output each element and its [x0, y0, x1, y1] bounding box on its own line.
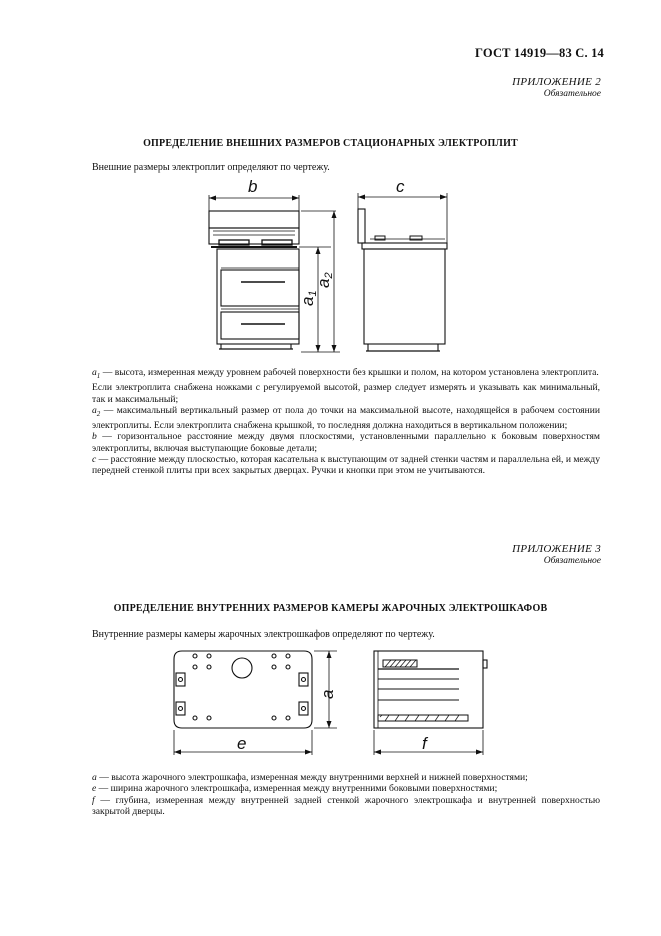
- def-a-text: — высота жарочного электрошкафа, измеренная между внутренними верхней и нижней поверхностями;: [96, 772, 528, 783]
- def-b-symbol: b: [92, 431, 97, 443]
- def-a2-symbol: $a_2$: [92, 404, 101, 418]
- def-f-text: — глубина, измеренная между внутренней задней стенкой жарочного электрошкафа и внутренней поверхностью закрытой дверцы.: [92, 794, 600, 817]
- stove-lid: [358, 209, 365, 243]
- label-f: f: [422, 734, 427, 753]
- appendix-3-intro: Внутренние размеры камеры жарочных электрошкафов определяют по чертежу.: [92, 629, 435, 640]
- page-header: ГОСТ 14919—83 С. 14: [475, 46, 604, 60]
- appendix-3-label: ПРИЛОЖЕНИЕ 3: [512, 543, 601, 555]
- def-f-symbol: f: [92, 794, 95, 806]
- label-c: c: [396, 177, 405, 196]
- appendix-2-label-block: [512, 76, 601, 100]
- label-b: b: [248, 177, 258, 196]
- oven-side-drawing: [374, 651, 487, 755]
- appendix-3-label-block: [512, 543, 601, 567]
- def-b-text: — горизонтальное расстояние между двумя плоскостями, установленными параллельно к боковым поверхностям электроплиты, включая выступающие боковые детали;: [92, 431, 600, 454]
- label-a: a: [318, 689, 337, 699]
- label-e: e: [237, 734, 247, 753]
- label-a1: a1: [298, 290, 319, 306]
- def-a2-text: — максимальный вертикальный размер от пола до точки на максимальной высоте, находящейся в рабочем состоянии электроплиты. Если электроплита снабжена крышкой, то последняя должна находиться в вертикальном положении;: [92, 404, 600, 431]
- oven-front-drawing: [174, 651, 337, 755]
- appendix-2-intro: Внешние размеры электроплит определяют по чертежу.: [92, 162, 330, 173]
- stove-upper-panel: [209, 228, 299, 244]
- appendix-2-title: ОПРЕДЕЛЕНИЕ ВНЕШНИХ РАЗМЕРОВ СТАЦИОНАРНЫХ ЭЛЕКТРОПЛИТ: [143, 138, 518, 149]
- appendix-2-label: ПРИЛОЖЕНИЕ 2: [512, 76, 601, 88]
- appendix-3-title: ОПРЕДЕЛЕНИЕ ВНУТРЕННИХ РАЗМЕРОВ КАМЕРЫ ЖАРОЧНЫХ ЭЛЕКТРОШКАФОВ: [113, 603, 548, 614]
- appendix-3-status: Обязательное: [543, 556, 601, 566]
- def-a1-text: — высота, измеренная между уровнем рабочей поверхности без крышки и полом, на котором установлена электроплита.: [100, 367, 599, 378]
- appendix-2-status: Обязательное: [543, 89, 601, 99]
- def-a-symbol: a: [92, 772, 97, 783]
- stove-body: [217, 249, 299, 344]
- label-a2: a2: [314, 272, 335, 288]
- def-a1-symbol: $a_1$: [92, 367, 101, 380]
- def-e-symbol: e: [92, 783, 97, 795]
- appendix-2-definitions: [92, 367, 600, 476]
- stove-top-panel: [209, 211, 299, 228]
- legs-note: Если электроплита снабжена ножками с регулируемой высотой, размер следует измерять и указывать как минимальный, так и максимальный;: [92, 382, 600, 405]
- stove-side-body: [364, 249, 445, 344]
- def-e-text: — ширина жарочного электрошкафа, измеренная между внутренними боковыми поверхностями;: [96, 783, 498, 795]
- appendix-3-definitions: [92, 772, 600, 817]
- def-c-text: — расстояние между плоскостью, которая касательна к выступающим от задней стенки частям и параллельна ей, и между передней стенкой плиты при всех закрытых дверцах. Ручки и кнопки при этом не учитываются.: [92, 453, 600, 477]
- def-c-symbol: c: [92, 453, 97, 465]
